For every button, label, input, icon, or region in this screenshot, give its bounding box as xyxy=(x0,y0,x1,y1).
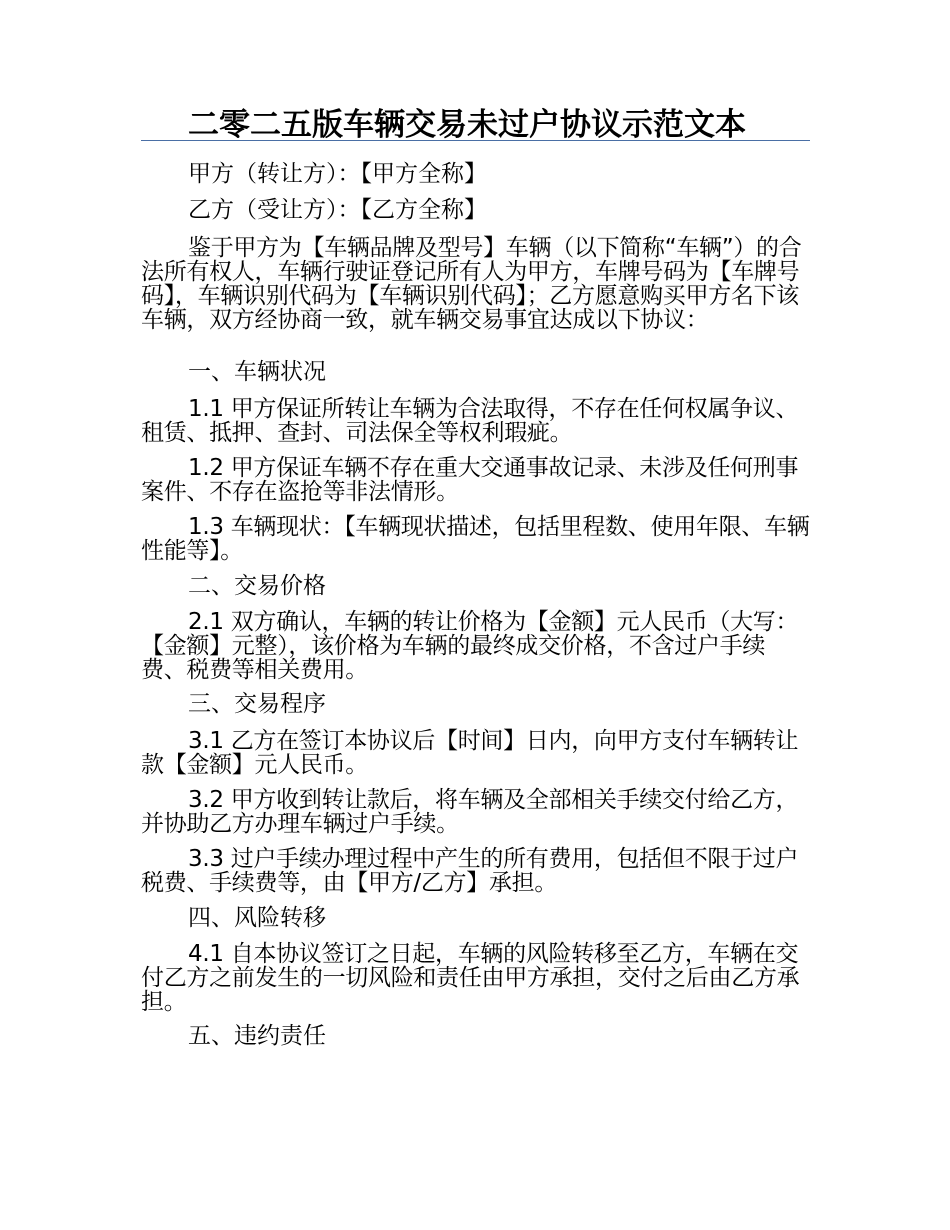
clause-1-3: 1.3 车辆现状：【车辆现状描述，包括里程数、使用年限、车辆性能等】。 xyxy=(141,514,810,564)
party-b-line: 乙方（受让方）：【乙方全称】 xyxy=(188,197,487,223)
party-a-line: 甲方（转让方）：【甲方全称】 xyxy=(188,161,487,187)
section-heading-risk-transfer: 四、风险转移 xyxy=(188,905,326,931)
clause-3-1: 3.1 乙方在签订本协议后【时间】日内，向甲方支付车辆转让款【金额】元人民币。 xyxy=(141,728,799,778)
section-heading-vehicle-condition: 一、车辆状况 xyxy=(188,359,326,385)
clause-3-3: 3.3 过户手续办理过程中产生的所有费用，包括但不限于过户税费、手续费等，由【甲方/乙方】承担。 xyxy=(141,846,799,896)
document-title: 二零二五版车辆交易未过户协议示范文本 xyxy=(188,107,746,143)
section-heading-liability: 五、违约责任 xyxy=(188,1023,326,1049)
section-heading-procedure: 三、交易程序 xyxy=(188,691,326,717)
clause-1-1: 1.1 甲方保证所转让车辆为合法取得，不存在任何权属争议、租赁、抵押、查封、司法保全等权利瑕疵。 xyxy=(141,396,799,446)
title-underline xyxy=(141,140,810,141)
clause-2-1: 2.1 双方确认，车辆的转让价格为【金额】元人民币（大写：【金额】元整），该价格为车辆的最终成交价格，不含过户手续费、税费等相关费用。 xyxy=(141,609,799,683)
section-heading-price: 二、交易价格 xyxy=(188,573,326,599)
preamble-paragraph: 鉴于甲方为【车辆品牌及型号】车辆（以下简称“车辆”）的合法所有权人，车辆行驶证登记所有人为甲方，车牌号码为【车牌号码】，车辆识别代码为【车辆识别代码】；乙方愿意购买甲方名下该车辆，双方经协商一致，就车辆交易事宜达成以下协议： xyxy=(141,235,802,333)
clause-3-2: 3.2 甲方收到转让款后，将车辆及全部相关手续交付给乙方，并协助乙方办理车辆过户手续。 xyxy=(141,787,799,837)
clause-4-1: 4.1 自本协议签订之日起，车辆的风险转移至乙方，车辆在交付乙方之前发生的一切风险和责任由甲方承担，交付之后由乙方承担。 xyxy=(141,941,800,1015)
clause-1-2: 1.2 甲方保证车辆不存在重大交通事故记录、未涉及任何刑事案件、不存在盗抢等非法情形。 xyxy=(141,455,799,505)
